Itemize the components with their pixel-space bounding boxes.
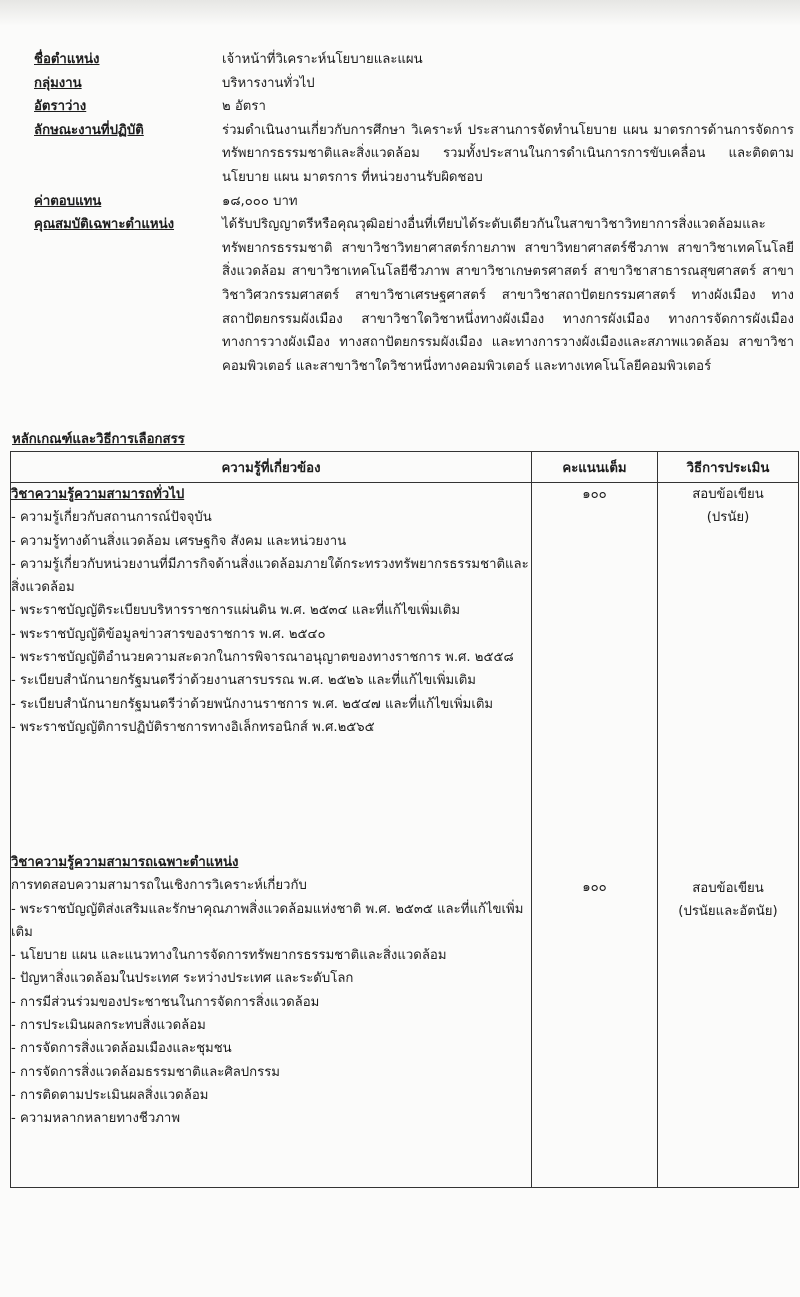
general-score: ๑๐๐ — [582, 487, 607, 502]
list-item: - การประเมินผลกระทบสิ่งแวดล้อม — [11, 1018, 206, 1034]
info-row-title — [34, 48, 794, 72]
info-label: ลักษณะงานที่ปฏิบัติ — [34, 122, 144, 138]
table-header-row — [11, 452, 799, 483]
info-label: อัตราว่าง — [34, 99, 87, 115]
specific-intro: การทดสอบความสามารถในเชิงการวิเคราะห์เกี่ยวกับ — [11, 878, 307, 894]
info-label: คุณสมบัติเฉพาะตำแหน่ง — [34, 217, 175, 233]
list-item: - พระราชบัญญัติระเบียบบริหารราชการแผ่นดิน พ.ศ. ๒๕๓๔ และที่แก้ไขเพิ่มเติม — [11, 603, 461, 619]
list-item: - พระราชบัญญัติส่งเสริมและรักษาคุณภาพสิ่งแวดล้อมแห่งชาติ พ.ศ. ๒๕๓๕ และที่แก้ไขเพิ่มเติม — [11, 901, 524, 940]
info-label: กลุ่มงาน — [34, 75, 82, 91]
header-method: วิธีการประเมิน — [658, 452, 799, 483]
info-value: ๒ อัตรา — [222, 99, 266, 115]
general-subject-title: วิชาความรู้ความสามารถทั่วไป — [11, 487, 185, 502]
list-item: - ระเบียบสำนักนายกรัฐมนตรีว่าด้วยงานสารบรรณ พ.ศ. ๒๕๒๖ และที่แก้ไขเพิ่มเติม — [11, 673, 476, 689]
specific-score: ๑๐๐ — [582, 880, 607, 896]
list-item: - การจัดการสิ่งแวดล้อมธรรมชาติและศิลปกรรม — [11, 1064, 280, 1080]
info-row-duties — [34, 119, 794, 190]
scan-top-shadow — [0, 0, 800, 26]
info-label: ค่าตอบแทน — [34, 193, 102, 209]
specific-knowledge-block — [11, 833, 531, 1187]
method-cell — [658, 483, 799, 1188]
table-row — [11, 483, 799, 1188]
list-item: - พระราชบัญญัติข้อมูลข่าวสารของราชการ พ.ศ. ๒๕๔๐ — [11, 626, 326, 642]
list-item: - ความรู้เกี่ยวกับสถานการณ์ปัจจุบัน — [11, 510, 212, 526]
list-item: - พระราชบัญญัติการปฏิบัติราชการทางอิเล็กทรอนิกส์ พ.ศ.๒๕๖๕ — [11, 719, 375, 735]
info-value: เจ้าหน้าที่วิเคราะห์นโยบายและแผน — [222, 52, 423, 67]
position-info — [34, 48, 794, 378]
header-score: คะแนนเต็ม — [532, 452, 658, 483]
score-cell — [532, 483, 658, 1188]
list-item: - การมีส่วนร่วมของประชาชนในการจัดการสิ่งแวดล้อม — [11, 994, 320, 1010]
list-item: - ความรู้เกี่ยวกับหน่วยงานที่มีภารกิจด้านสิ่งแวดล้อมภายใต้กระทรวงทรัพยากรธรรมชาติและสิ่งแวดล้อม — [11, 556, 529, 596]
list-item: - การจัดการสิ่งแวดล้อมเมืองและชุมชน — [11, 1041, 232, 1057]
info-label: ชื่อตำแหน่ง — [34, 52, 100, 67]
specific-subject-title: วิชาความรู้ความสามารถเฉพาะตำแหน่ง — [11, 855, 239, 870]
list-item: - นโยบาย แผน และแนวทางในการจัดการทรัพยากรธรรมชาติและสิ่งแวดล้อม — [11, 948, 447, 964]
criteria-section-title: หลักเกณฑ์และวิธีการเลือกสรร — [12, 432, 185, 447]
info-value: ได้รับปริญญาตรีหรือคุณวุฒิอย่างอื่นที่เทียบได้ระดับเดียวกันในสาขาวิชาวิทยาการสิ่งแวดล้อมและทรัพยากรธรรมชาติ สาขาวิชาวิทยาศาสตร์กายภาพ สาขาวิทยาศาสตร์ชีวภาพ สาขาวิชาเทคโนโลยีสิ่งแวดล้อม สาขาวิชาเทคโนโลยีชีวภาพ สาขาวิชาเกษตรศาสตร์ สาขาวิชาสาธารณสุขศาสตร์ สาขาวิชาวิศวกรรมศาสตร์ สาขาวิชาเศรษฐศาสตร์ สาขาวิชาสถาปัตยกรรมศาสตร์ ทางผังเมือง ทางสถาปัตยกรรมผังเมือง สาขาวิชาใดวิชาหนึ่งทางผังเมือง ทางการผังเมือง ทางการจัดการผังเมือง ทางการวางผังเมือง ทางสถาปัตยกรรมผังเมือง และทางการวางผังเมืองและสภาพแวดล้อม สาขาวิชาคอมพิวเตอร์ และสาขาวิชาใดวิชาหนึ่งทางคอมพิวเตอร์ และทางเทคโนโลยีคอมพิวเตอร์ — [222, 217, 794, 374]
info-row-vacancy — [34, 95, 794, 119]
specific-method-line1: สอบข้อเขียน — [692, 880, 764, 896]
list-item: - ระเบียบสำนักนายกรัฐมนตรีว่าด้วยพนักงานราชการ พ.ศ. ๒๕๔๗ และที่แก้ไขเพิ่มเติม — [11, 696, 494, 712]
info-row-group — [34, 72, 794, 96]
list-item: - การติดตามประเมินผลสิ่งแวดล้อม — [11, 1087, 209, 1103]
list-item: - ความหลากหลายทางชีวภาพ — [11, 1111, 181, 1127]
header-knowledge: ความรู้ที่เกี่ยวข้อง — [11, 452, 532, 483]
info-row-salary — [34, 190, 794, 214]
general-method-line2: (ปรนัย) — [706, 510, 750, 526]
info-value: บริหารงานทั่วไป — [222, 75, 315, 91]
criteria-table — [10, 451, 799, 1188]
info-value: ๑๘,๐๐๐ บาท — [222, 193, 298, 209]
general-knowledge-block — [11, 483, 531, 833]
info-value: ร่วมดำเนินงานเกี่ยวกับการศึกษา วิเคราะห์ ประสานการจัดทำนโยบาย แผน มาตรการด้านการจัดการทรัพยากรธรรมชาติและสิ่งแวดล้อม รวมทั้งประสานในการดำเนินการการขับเคลื่อน และติดตามนโยบาย แผน มาตรการ ที่หน่วยงานรับผิดชอบ — [222, 122, 794, 185]
list-item: - ปัญหาสิ่งแวดล้อมในประเทศ ระหว่างประเทศ และระดับโลก — [11, 971, 354, 987]
info-row-qualifications — [34, 213, 794, 378]
knowledge-cell — [11, 483, 532, 1188]
list-item: - ความรู้ทางด้านสิ่งแวดล้อม เศรษฐกิจ สังคม และหน่วยงาน — [11, 533, 347, 549]
specific-method-line2: (ปรนัยและอัตนัย) — [678, 903, 778, 919]
general-method-line1: สอบข้อเขียน — [692, 487, 764, 502]
list-item: - พระราชบัญญัติอำนวยความสะดวกในการพิจารณาอนุญาตของทางราชการ พ.ศ. ๒๕๕๘ — [11, 650, 514, 666]
